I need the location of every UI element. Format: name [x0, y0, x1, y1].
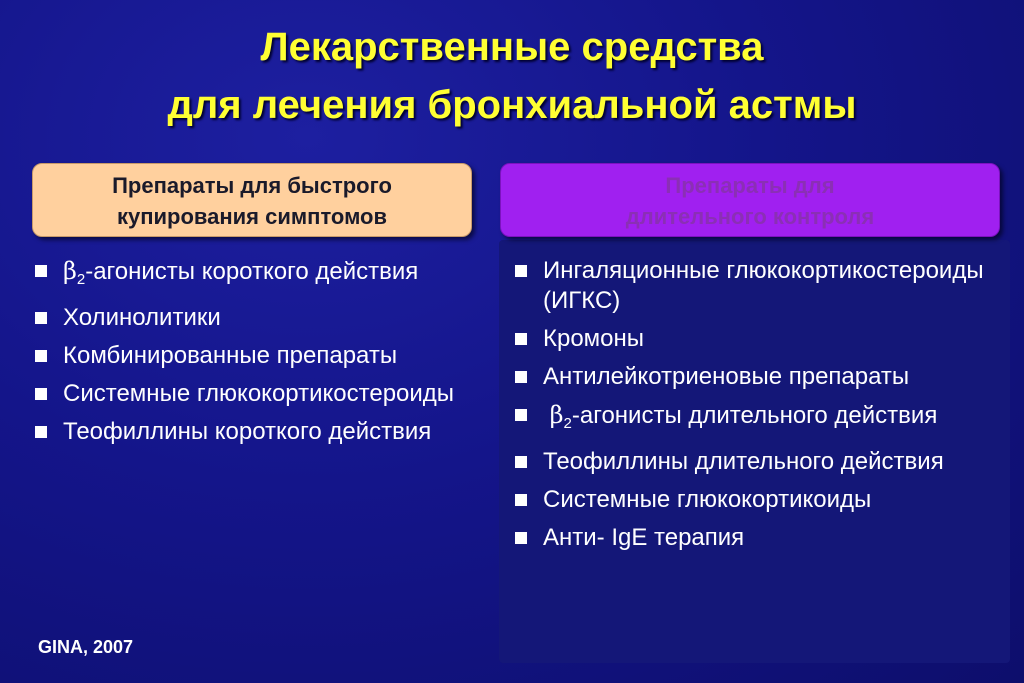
- square-bullet-icon: [515, 532, 527, 544]
- slide-title-line-1: Лекарственные средства: [260, 25, 764, 69]
- list-item-text: Кромоны: [543, 325, 645, 352]
- square-bullet-icon: [515, 494, 527, 506]
- list-item: [512, 523, 1012, 553]
- list-item-text: Анти- IgE терапия: [543, 524, 745, 551]
- square-bullet-icon: [515, 265, 527, 277]
- long-term-control-header-line-2: длительного контроля: [625, 204, 875, 229]
- subscript: 2: [76, 271, 86, 288]
- list-item: [512, 447, 1012, 477]
- quick-relief-list: [32, 256, 472, 455]
- slide-title: [0, 18, 1024, 134]
- list-item: [32, 379, 472, 409]
- subscript: 2: [563, 415, 572, 432]
- list-item: [32, 256, 472, 295]
- long-term-control-header: [500, 163, 1000, 237]
- square-bullet-icon: [35, 388, 47, 400]
- list-item: [512, 400, 1012, 439]
- list-item: [512, 324, 1012, 354]
- list-item-text: Холинолитики: [63, 304, 221, 331]
- square-bullet-icon: [35, 312, 47, 324]
- square-bullet-icon: [515, 456, 527, 468]
- list-item-text: Системные глюкокортикоиды: [543, 486, 872, 513]
- list-item: [32, 341, 472, 371]
- list-item: [32, 303, 472, 333]
- source-citation: GINA, 2007: [38, 637, 134, 657]
- square-bullet-icon: [515, 409, 527, 421]
- slide-title-line-2: для лечения бронхиальной астмы: [167, 83, 857, 127]
- beta-symbol: β: [63, 257, 77, 285]
- square-bullet-icon: [35, 265, 47, 277]
- list-item-text: Системные глюкокортикостероиды: [63, 380, 455, 407]
- list-item: [512, 362, 1012, 392]
- beta-symbol: β: [549, 401, 564, 429]
- list-item-text: Теофиллины длительного действия: [543, 448, 944, 475]
- list-item-text: -агонисты короткого действия: [85, 258, 419, 285]
- list-item: [512, 485, 1012, 515]
- list-item: [512, 256, 1012, 316]
- list-item-text: Теофиллины короткого действия: [63, 418, 432, 445]
- list-item: [32, 417, 472, 447]
- square-bullet-icon: [35, 426, 47, 438]
- quick-relief-header: [32, 163, 472, 237]
- square-bullet-icon: [35, 350, 47, 362]
- long-term-control-list: [512, 256, 1012, 561]
- long-term-control-header-line-1: Препараты для: [665, 173, 835, 198]
- square-bullet-icon: [515, 333, 527, 345]
- quick-relief-header-line-2: купирования симптомов: [116, 204, 388, 229]
- quick-relief-header-line-1: Препараты для быстрого: [112, 173, 392, 198]
- list-item-text: -агонисты длительного действия: [571, 402, 938, 429]
- square-bullet-icon: [515, 371, 527, 383]
- list-item-text: Антилейкотриеновые препараты: [543, 363, 910, 390]
- list-item-text: Комбинированные препараты: [63, 342, 398, 369]
- list-item-text: Ингаляционные глюкокортикостероиды (ИГКС): [543, 257, 984, 314]
